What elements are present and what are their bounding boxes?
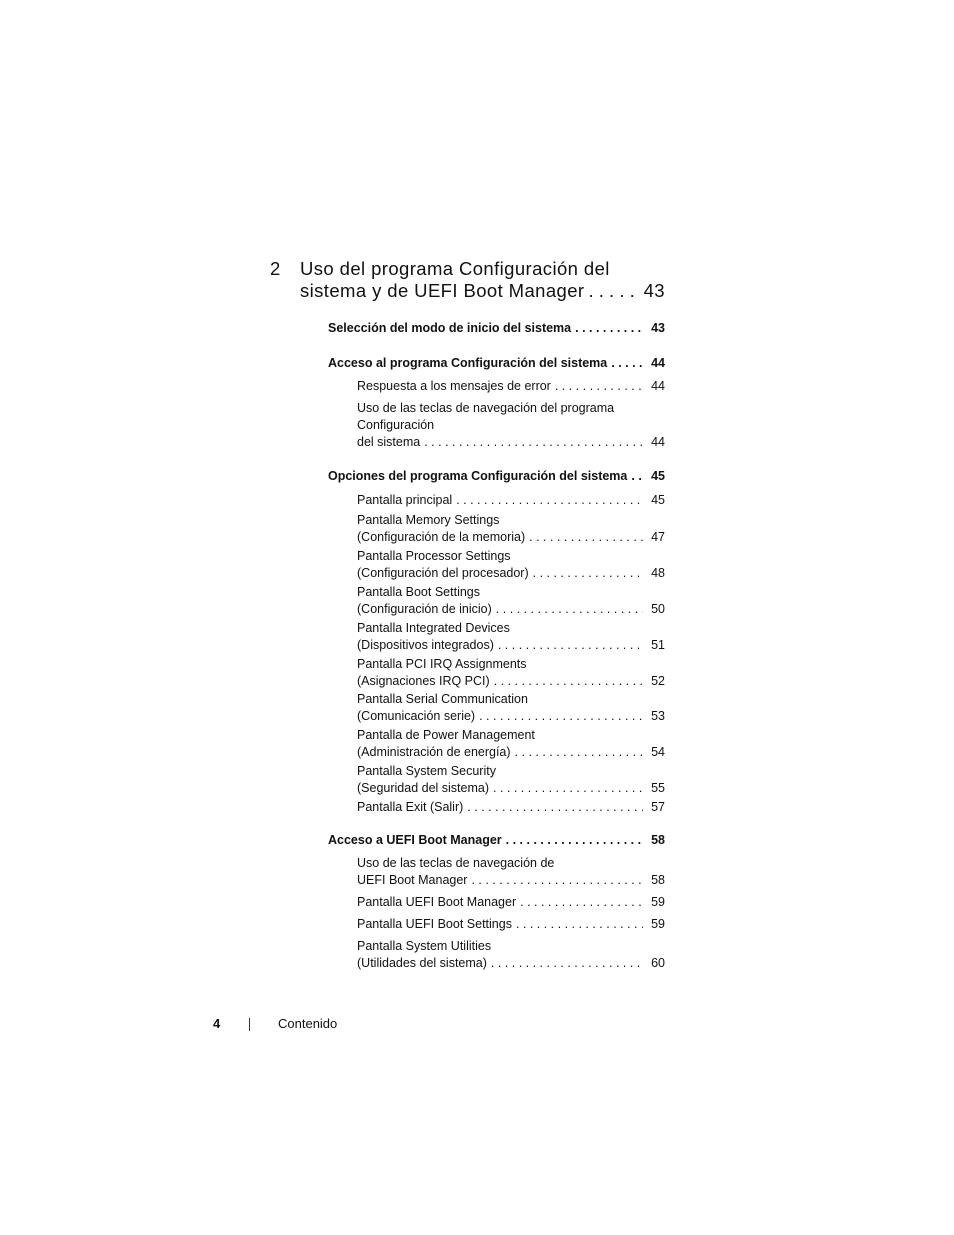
entry-title: (Configuración de inicio) — [357, 602, 492, 616]
dot-leader — [515, 744, 643, 761]
toc-subsection-entry[interactable] — [357, 548, 665, 582]
dot-leader — [471, 872, 643, 889]
entry-page-number: 43 — [651, 321, 665, 335]
entry-title-line: Uso de las teclas de navegación de — [357, 856, 555, 870]
chapter-title-line-1: Uso del programa Configuración del — [300, 258, 610, 279]
toc-subsection-entry[interactable] — [357, 400, 665, 451]
dot-leader — [516, 916, 643, 933]
entry-page-number: 58 — [651, 833, 665, 847]
entry-title-line: Pantalla Boot Settings — [357, 585, 480, 599]
dot-leader — [496, 601, 643, 618]
entry-title-line: Pantalla System Utilities — [357, 939, 492, 953]
toc-subsection-entry[interactable] — [357, 584, 665, 618]
dot-leader — [631, 468, 643, 485]
entry-page-number: 50 — [651, 602, 665, 616]
entry-title-line: Pantalla PCI IRQ Assignments — [357, 657, 527, 671]
entry-page-number: 58 — [651, 873, 665, 887]
entry-page-number: 57 — [651, 800, 665, 814]
toc-section-entry[interactable] — [328, 468, 665, 485]
toc-subsection-entry[interactable] — [357, 691, 665, 725]
entry-page-number: 47 — [651, 530, 665, 544]
entry-title-line: Pantalla Processor Settings — [357, 549, 511, 563]
entry-page-number: 51 — [651, 638, 665, 652]
entry-page-number: 52 — [651, 674, 665, 688]
entry-title: (Utilidades del sistema) — [357, 956, 487, 970]
toc-section-entry[interactable] — [328, 355, 665, 372]
entry-page-number: 45 — [651, 469, 665, 483]
entry-title: (Configuración del procesador) — [357, 566, 529, 580]
toc-section-entry[interactable] — [328, 320, 665, 337]
entry-title: (Dispositivos integrados) — [357, 638, 494, 652]
chapter-page-number: 43 — [643, 280, 665, 301]
entry-title: Acceso a UEFI Boot Manager — [328, 833, 502, 847]
toc-subsection-entry[interactable] — [357, 378, 665, 395]
dot-leader — [467, 799, 643, 816]
entry-title-line: Pantalla Serial Communication — [357, 692, 528, 706]
dot-leader — [529, 529, 643, 546]
entry-page-number: 60 — [651, 956, 665, 970]
entry-title: Pantalla Exit (Salir) — [357, 800, 464, 814]
entry-title-line: Uso de las teclas de navegación del programa — [357, 401, 615, 415]
entry-title: Acceso al programa Configuración del sistema — [328, 356, 608, 370]
dot-leader — [494, 673, 643, 690]
entry-page-number: 48 — [651, 566, 665, 580]
toc-subsection-entry[interactable] — [357, 916, 665, 933]
dot-leader — [611, 355, 643, 372]
toc-subsection-entry[interactable] — [357, 512, 665, 546]
entry-page-number: 44 — [651, 356, 665, 370]
entry-title: (Configuración de la memoria) — [357, 530, 526, 544]
dot-leader — [479, 708, 643, 725]
dot-leader — [456, 492, 643, 509]
entry-title-line: Configuración — [357, 418, 435, 432]
entry-title-line: Pantalla de Power Management — [357, 728, 535, 742]
entry-title: Opciones del programa Configuración del sistema — [328, 469, 628, 483]
toc-section-entry[interactable] — [328, 832, 665, 849]
toc-subsection-entry[interactable] — [357, 727, 665, 761]
toc-subsection-entry[interactable] — [357, 799, 665, 816]
toc-subsection-entry[interactable] — [357, 620, 665, 654]
entry-title-line: Pantalla Memory Settings — [357, 513, 500, 527]
entry-title: (Administración de energía) — [357, 745, 511, 759]
toc-subsection-entry[interactable] — [357, 656, 665, 690]
entry-title: Pantalla UEFI Boot Settings — [357, 917, 512, 931]
entry-page-number: 54 — [651, 745, 665, 759]
dot-leader — [588, 280, 641, 302]
entry-title-line: Pantalla Integrated Devices — [357, 621, 510, 635]
dot-leader — [575, 320, 643, 337]
entry-title: (Seguridad del sistema) — [357, 781, 490, 795]
footer-label: Contenido — [278, 1016, 338, 1031]
chapter-number: 2 — [270, 258, 281, 279]
entry-title: Selección del modo de inicio del sistema — [328, 321, 572, 335]
toc-subsection-entry[interactable] — [357, 938, 665, 972]
footer-separator — [249, 1018, 250, 1031]
dot-leader — [498, 637, 643, 654]
entry-page-number: 44 — [651, 435, 665, 449]
dot-leader — [533, 565, 643, 582]
toc-subsection-entry[interactable] — [357, 855, 665, 889]
entry-title-line: Pantalla System Security — [357, 764, 496, 778]
toc-subsection-entry[interactable] — [357, 492, 665, 509]
dot-leader — [493, 780, 643, 797]
chapter-title-line-2: sistema y de UEFI Boot Manager — [300, 280, 585, 301]
entry-title: Pantalla UEFI Boot Manager — [357, 895, 517, 909]
dot-leader — [506, 832, 643, 849]
dot-leader — [520, 894, 643, 911]
entry-title: Pantalla principal — [357, 493, 453, 507]
entry-page-number: 55 — [651, 781, 665, 795]
entry-page-number: 59 — [651, 895, 665, 909]
dot-leader — [424, 434, 643, 451]
entry-page-number: 53 — [651, 709, 665, 723]
entry-page-number: 45 — [651, 493, 665, 507]
entry-title: (Comunicación serie) — [357, 709, 476, 723]
dot-leader — [555, 378, 643, 395]
entry-title: del sistema — [357, 435, 421, 449]
entry-title: Respuesta a los mensajes de error — [357, 379, 551, 393]
dot-leader — [491, 955, 643, 972]
entry-page-number: 59 — [651, 917, 665, 931]
entry-page-number: 44 — [651, 379, 665, 393]
footer-page-number: 4 — [213, 1016, 221, 1031]
toc-subsection-entry[interactable] — [357, 894, 665, 911]
entry-title: UEFI Boot Manager — [357, 873, 468, 887]
toc-subsection-entry[interactable] — [357, 763, 665, 797]
entry-title: (Asignaciones IRQ PCI) — [357, 674, 490, 688]
